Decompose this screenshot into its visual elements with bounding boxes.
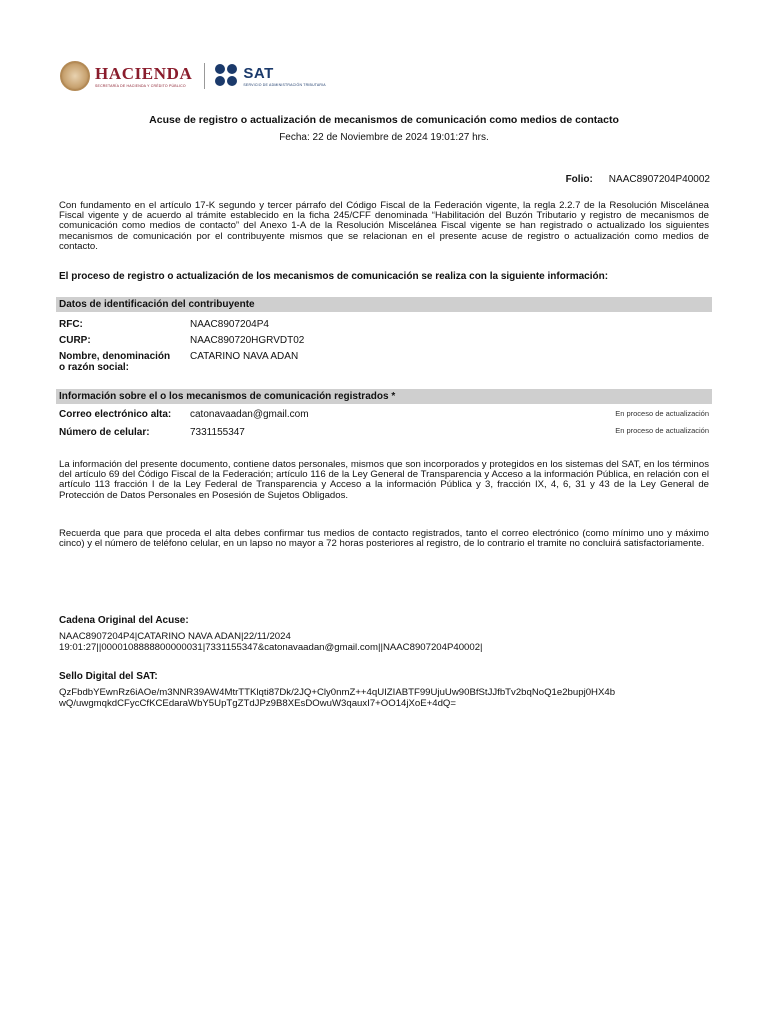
- rfc-value: NAAC8907204P4: [190, 319, 269, 330]
- logo-divider: [204, 63, 205, 89]
- hacienda-logo-tagline: SECRETARÍA DE HACIENDA Y CRÉDITO PÚBLICO: [95, 83, 186, 88]
- phone-label: Número de celular:: [59, 427, 150, 438]
- intro-paragraph: Con fundamento en el artículo 17-K segundo y tercer párrafo del Código Fiscal de la Federación vigente, la regla 2.2.7 de la Resolución Miscelánea Fiscal vigente y de acuerdo al trámite establecido en la ficha 245/CFF denominada “Habilitación del Buzón Tributario y registro de mecanismos de comunicación como medios de contacto” del Anexo 1-A de la Resolución Miscelánea Fiscal vigente se han registrado o actualizado los siguientes mecanismos de comunicación por el contribuyente mismos que se relacionan en el presente acuse de registro o actualización como medios de contacto.: [59, 200, 709, 252]
- phone-status: En proceso de actualización: [615, 426, 709, 435]
- hacienda-logo-text: HACIENDA: [95, 63, 193, 83]
- process-statement: El proceso de registro o actualización de los mecanismos de comunicación se realiza con la siguiente información:: [59, 271, 609, 282]
- sello-line-1: QzFbdbYEwnRz6iAOe/m3NNR39AW4MtrTTKlqti87Dk/2JQ+Cly0nmZ++4qUIZIABTF99UjuUw90BfStJJfbTv2bqNoQ1e2bupj0HX4b: [59, 687, 616, 698]
- folio: [566, 174, 710, 185]
- cadena-line-1: NAAC8907204P4|CATARINO NAVA ADAN|22/11/2024: [59, 631, 291, 642]
- name-label: [59, 352, 170, 373]
- name-label-line2: o razón social:: [59, 361, 130, 373]
- sello-line-2: wQ/uwgmqkdCFycCfKCEdaraWbY5UpTgZTdJPz9B8XEsDOwuW3qauxI7+OO14jXoE+4dQ=: [59, 697, 456, 709]
- privacy-notice: La información del presente documento, contiene datos personales, mismos que son incorporados y protegidos en los sistemas del SAT, en los términos del artículo 69 del Código Fiscal de la Federación; artículo 116 de la Ley General de Transparencia y Acceso a la información Pública, en relación con el artículo 113 fracción I de la Ley Federal de Transparencia y Acceso a la información Pública y 3, fracción IX, 4, 6, 31 y 43 de la Ley General de Protección de Datos Personales en Posesión de Sujetos Obligados.: [59, 459, 709, 501]
- reminder-notice: Recuerda que para que proceda el alta debes confirmar tus medios de contacto registrados, tanto el correo electrónico (como mínimo uno y máximo cinco) y el número de teléfono celular, en un lapso no mayor a 72 horas posteriores al registro, de lo contrario el tramite no concluirá satisfactoriamente.: [59, 528, 709, 550]
- name-value: CATARINO NAVA ADAN: [190, 351, 299, 362]
- curp-label: CURP:: [59, 335, 91, 346]
- hacienda-logo: [95, 65, 192, 88]
- document-title: Acuse de registro o actualización de mecanismos de comunicación como medios de contacto: [149, 114, 619, 126]
- document-date: Fecha: 22 de Noviembre de 2024 19:01:27 hrs.: [279, 132, 489, 143]
- sat-dots-icon: [215, 64, 239, 88]
- sat-logo-text: SAT: [243, 64, 274, 82]
- mexico-seal-icon: [60, 61, 90, 91]
- email-status: En proceso de actualización: [615, 409, 709, 418]
- curp-value: NAAC890720HGRVDT02: [190, 335, 305, 346]
- email-label: Correo electrónico alta:: [59, 409, 172, 420]
- phone-value: 7331155347: [190, 427, 245, 438]
- folio-value: NAAC8907204P40002: [608, 174, 710, 185]
- taxpayer-section-header: Datos de identificación del contribuyente: [56, 297, 712, 312]
- sello-digital-label: Sello Digital del SAT:: [59, 671, 158, 682]
- header-logos: [60, 58, 326, 94]
- sello-digital-value: [59, 688, 714, 709]
- cadena-line-2: 19:01:27||0000108888800000031|7331155347&catonavaadan@gmail.com||NAAC8907204P40002|: [59, 641, 483, 653]
- cadena-original-value: [59, 632, 714, 653]
- rfc-label: RFC:: [59, 319, 83, 330]
- sat-logo: [243, 66, 325, 87]
- sat-logo-tagline: SERVICIO DE ADMINISTRACIÓN TRIBUTARIA: [243, 82, 326, 87]
- email-value: catonavaadan@gmail.com: [190, 409, 309, 420]
- name-label-line1: Nombre, denominación: [59, 351, 171, 362]
- mechanisms-section-header: Información sobre el o los mecanismos de comunicación registrados *: [56, 389, 712, 404]
- cadena-original-label: Cadena Original del Acuse:: [59, 615, 189, 626]
- folio-label: Folio:: [565, 174, 593, 185]
